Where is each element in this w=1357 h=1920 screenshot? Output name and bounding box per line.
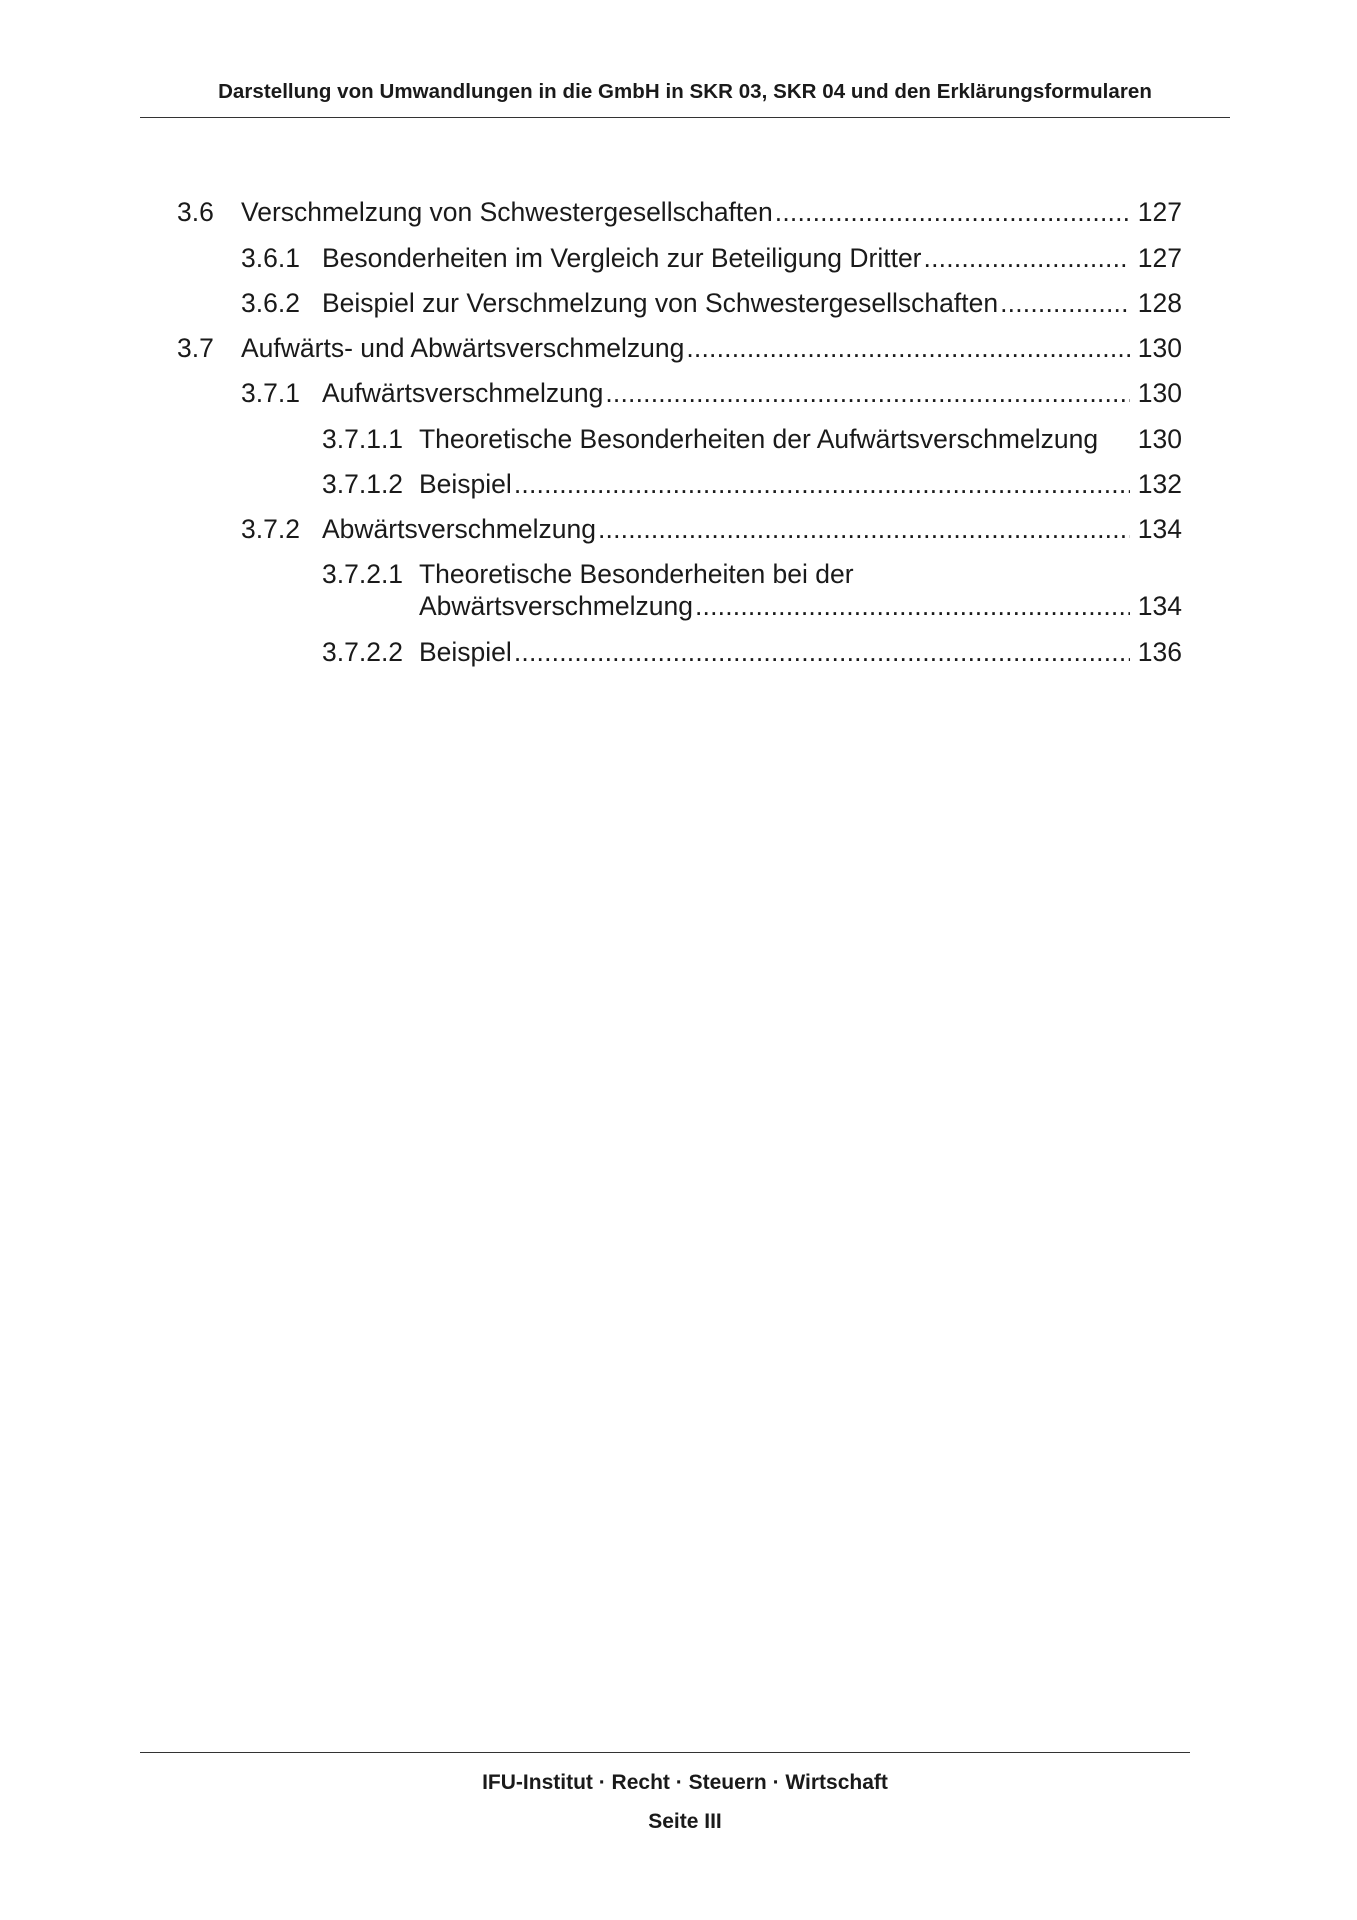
toc-entry-number: 3.7.1 (241, 378, 300, 408)
toc-entry-number: 3.7.1.2 (322, 469, 404, 499)
toc-entry-title: Theoretische Besonderheiten der Aufwärtsverschmelzung (419, 424, 1099, 454)
toc-entry-page: 127 (1137, 197, 1182, 227)
toc-entry-page: 128 (1137, 288, 1182, 318)
toc-entry-title: Aufwärts- und Abwärtsverschmelzung (241, 333, 685, 363)
toc-entry-page: 130 (1137, 333, 1182, 363)
footer-divider (140, 1752, 1190, 1753)
toc-dot-leader (924, 242, 1130, 274)
footer-organization: IFU-Institut · Recht · Steuern · Wirtschaft (482, 1771, 888, 1794)
toc-entry-number: 3.7 (177, 333, 214, 363)
toc-entry-page: 130 (1137, 378, 1182, 408)
toc-entry-number: 3.7.1.1 (322, 424, 404, 454)
toc-entry-title-line2: Abwärtsverschmelzung (419, 591, 693, 621)
toc-entry-number: 3.7.2.1 (322, 559, 404, 589)
toc-entry-page: 134 (1137, 514, 1182, 544)
toc-entry-title-line1: Theoretische Besonderheiten bei der (419, 559, 854, 589)
toc-entry-title: Abwärtsverschmelzung (322, 514, 596, 544)
toc-entry-title: Beispiel zur Verschmelzung von Schwestergesellschaften (322, 288, 999, 318)
page-header-title: Darstellung von Umwandlungen in die GmbH in SKR 03, SKR 04 und den Erklärungsformularen (218, 80, 1152, 103)
footer-page-number: Seite III (648, 1810, 722, 1833)
toc-entry-page: 127 (1137, 243, 1182, 273)
toc-entry-page: 132 (1137, 469, 1182, 499)
toc-dot-leader (598, 513, 1130, 545)
toc-entry-title: Beispiel (419, 469, 512, 499)
toc-dot-leader (686, 332, 1130, 364)
toc-dot-leader (605, 377, 1130, 409)
toc-entry-title: Aufwärtsverschmelzung (322, 378, 604, 408)
toc-entry-number: 3.6.2 (241, 288, 300, 318)
toc-entry-number: 3.7.2.2 (322, 637, 404, 667)
toc-entry-title: Besonderheiten im Vergleich zur Beteiligung Dritter (322, 243, 922, 273)
toc-entry-page: 134 (1137, 591, 1182, 621)
toc-dot-leader (695, 590, 1130, 622)
toc-entry-number: 3.6 (177, 197, 214, 227)
toc-dot-leader (1000, 287, 1130, 319)
toc-entry-title: Beispiel (419, 637, 512, 667)
toc-entry-number: 3.7.2 (241, 514, 300, 544)
toc-entry-title: Verschmelzung von Schwestergesellschaften (241, 197, 773, 227)
toc-dot-leader (775, 196, 1130, 228)
toc-entry-number: 3.6.1 (241, 243, 300, 273)
toc-entry-page: 130 (1137, 424, 1182, 454)
toc-dot-leader (514, 468, 1130, 500)
toc-entry-page: 136 (1137, 637, 1182, 667)
toc-dot-leader (514, 636, 1130, 668)
